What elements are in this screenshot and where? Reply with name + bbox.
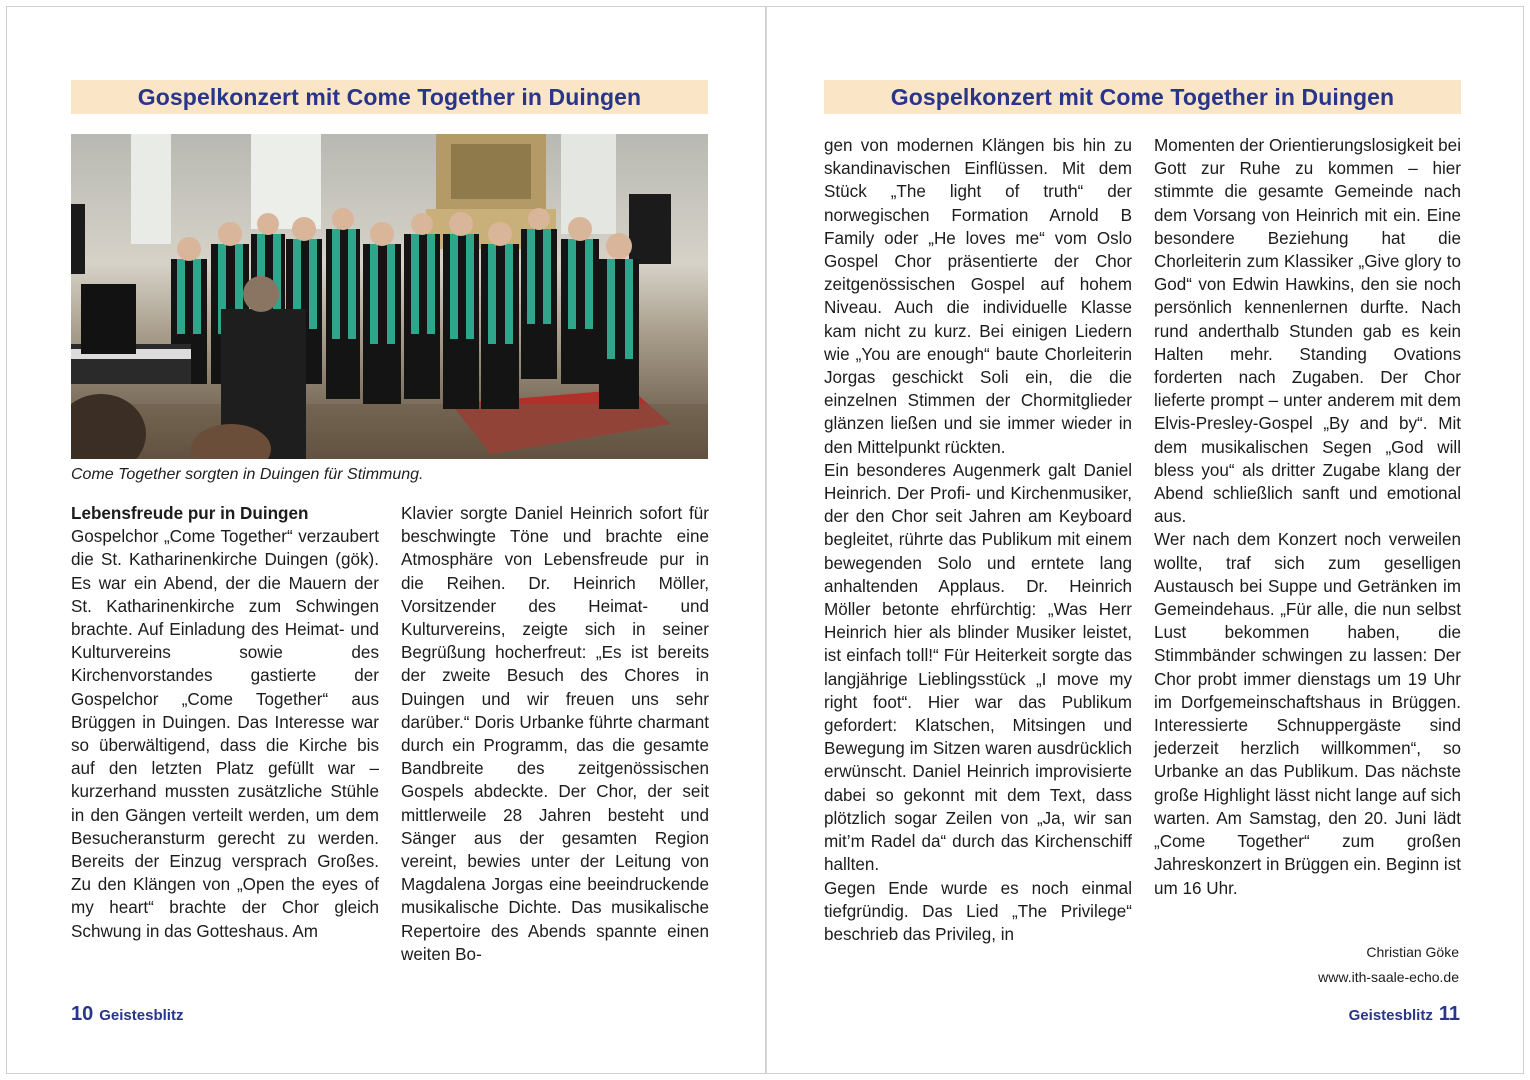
- article-body-text: Gospelchor „Come Together“ verzaubert die St. Katharinenkirche Duingen (gök). Es war ein Abend, der die Mauern der St. Katharinenkirche zum Schwingen brachte. Auf Einladung des Heimat- und Kulturvereins sowie des Kirchenvorstandes gastierte der Gospelchor „Come Together“ aus Brüggen in Duingen. Das Interesse war so überwältigend, dass die Kirche bis auf den letzten Platz gefüllt war – kurzerhand mussten zusätzliche Stühle in den Gängen verteilt werden, um dem Besucheransturm gerecht zu werden. Bereits der Einzug versprach Großes. Zu den Klängen von „Open the eyes of my heart“ brachte der Chor gleich Schwung in das Gotteshaus. Am: [71, 527, 379, 941]
- article-title-banner: Gospelkonzert mit Come Together in Duingen: [824, 80, 1461, 114]
- left-page: [6, 6, 766, 1074]
- article-body-text: Klavier sorgte Daniel Heinrich sofort für beschwingte Töne und brachte eine Atmosphäre von Lebensfreude pur in die Reihen. Dr. Heinrich Möller, Vorsitzender des Heimat- und Kulturvereins, zeigte sich in seiner Begrüßung hocherfreut: „Es ist bereits der zweite Besuch des Chores in Duingen und wir freuen uns sehr darüber.“ Doris Urbanke führte charmant durch ein Programm, das die gesamte Bandbreite des zeitgenössischen Gospels abdeckte. Der Chor, der seit mittlerweile 28 Jahren besteht und Sänger aus der gesamten Region vereint, bewies unter der Leitung von Magdalena Jorgas eine beeindruckende musikalische Dichte. Das musikalische Repertoire des Abends spannte einen weiten Bo-: [401, 504, 709, 964]
- choir-photo: [71, 134, 708, 459]
- page-footer: [71, 1003, 183, 1026]
- article-body-text: Ein besonderes Augenmerk galt Daniel Heinrich. Der Profi- und Kirchenmusiker, der den Chor seit Jahren am Keyboard begleitet, rührte das Publikum mit einem bewegenden Solo und erntete lang anhaltenden Applaus. Dr. Heinrich Möller betonte ehrfürchtig: „Was Herr Heinrich hier als blinder Musiker leistet, ist einfach toll!“ Für Heiterkeit sorgte das langjährige Lieblingsstück „I move my right foot“. Hier war das Publikum gefordert: Klatschen, Mitsingen und Bewegung im Sitzen waren ausdrücklich erwünscht. Daniel Heinrich improvisierte dabei so gekonnt mit dem Text, dass plötzlich sogar Zeilen von „Ja, wir san mit’m Radel da“ durch das Kirchenschiff hallten.: [824, 460, 1132, 875]
- page-number: 10: [71, 1003, 94, 1025]
- article-headline: Lebensfreude pur in Duingen: [71, 504, 309, 523]
- photo-caption: Come Together sorgten in Duingen für Stimmung.: [71, 466, 424, 483]
- article-body-text: Momenten der Orientierungslosigkeit bei Gott zur Ruhe zu kommen – hier stimmte die gesamte Gemeinde nach dem Vorsang von Heinrich mit ein. Eine besondere Beziehung hat die Chorleiterin zum Klassiker „Give glory to God“ von Edwin Hawkins, den sie noch persönlich kennenlernen durfte. Nach rund anderthalb Stunden gab es kein Halten mehr. Standing Ovations forderten nach Zugaben. Der Chor lieferte prompt – unter anderem mit dem Elvis-Presley-Gospel „By and by“. Mit dem musikalischen Segen „God will bless you“ als dritter Zugabe klang der Abend schließlich sanft und emotional aus.: [1154, 136, 1461, 527]
- article-title-banner: Gospelkonzert mit Come Together in Duingen: [71, 80, 708, 114]
- article-column-1: [71, 502, 379, 943]
- article-column-4: [1154, 134, 1461, 900]
- page-footer: [1349, 1003, 1460, 1026]
- author-credit: Christian Göke: [1366, 944, 1459, 960]
- article-body-text: gen von modernen Klängen bis hin zu skandinavischen Einflüssen. Mit dem Stück „The light of truth“ der norwegischen Formation Arnold B Family oder „He loves me“ vom Oslo Gospel Chor präsentierte der Chor zeitgenössischen Gospel auf hohem Niveau. Auch die individuelle Klasse kam nicht zu kurz. Bei einigen Liedern wie „You are enough“ baute Chorleiterin Jorgas geschickt Soli ein, die die einzelnen Stimmen der Chormitglieder glänzen ließen und sie immer wieder in den Mittelpunkt rückten.: [824, 136, 1132, 457]
- right-page: [766, 6, 1524, 1074]
- article-column-3: [824, 134, 1132, 946]
- article-body-text: Wer nach dem Konzert noch verweilen wollte, traf sich zum geselligen Austausch bei Suppe und Getränken im Gemeindehaus. „Für alle, die nun selbst Lust bekommen haben, die Stimmbänder schwingen zu lassen: Der Chor probt immer dienstags um 19 Uhr im Dorfgemeinschaftshaus in Brüggen. Interessierte Schnuppergäste sind jederzeit herzlich willkommen“, so Urbanke an das Publikum. Das nächste große Highlight lässt nicht lange auf sich warten. Am Samstag, den 20. Juni lädt „Come Together“ zum großen Jahreskonzert in Brüggen ein. Beginn ist um 16 Uhr.: [1154, 530, 1461, 898]
- website-link[interactable]: www.ith-saale-echo.de: [1318, 969, 1459, 985]
- article-body-text: Gegen Ende wurde es noch einmal tiefgründig. Das Lied „The Privilege“ beschrieb das Privileg, in: [824, 878, 1132, 944]
- magazine-name: Geistesblitz: [1348, 1007, 1433, 1024]
- page-number: 11: [1438, 1003, 1460, 1025]
- magazine-name: Geistesblitz: [99, 1007, 184, 1024]
- article-column-2: [401, 502, 709, 966]
